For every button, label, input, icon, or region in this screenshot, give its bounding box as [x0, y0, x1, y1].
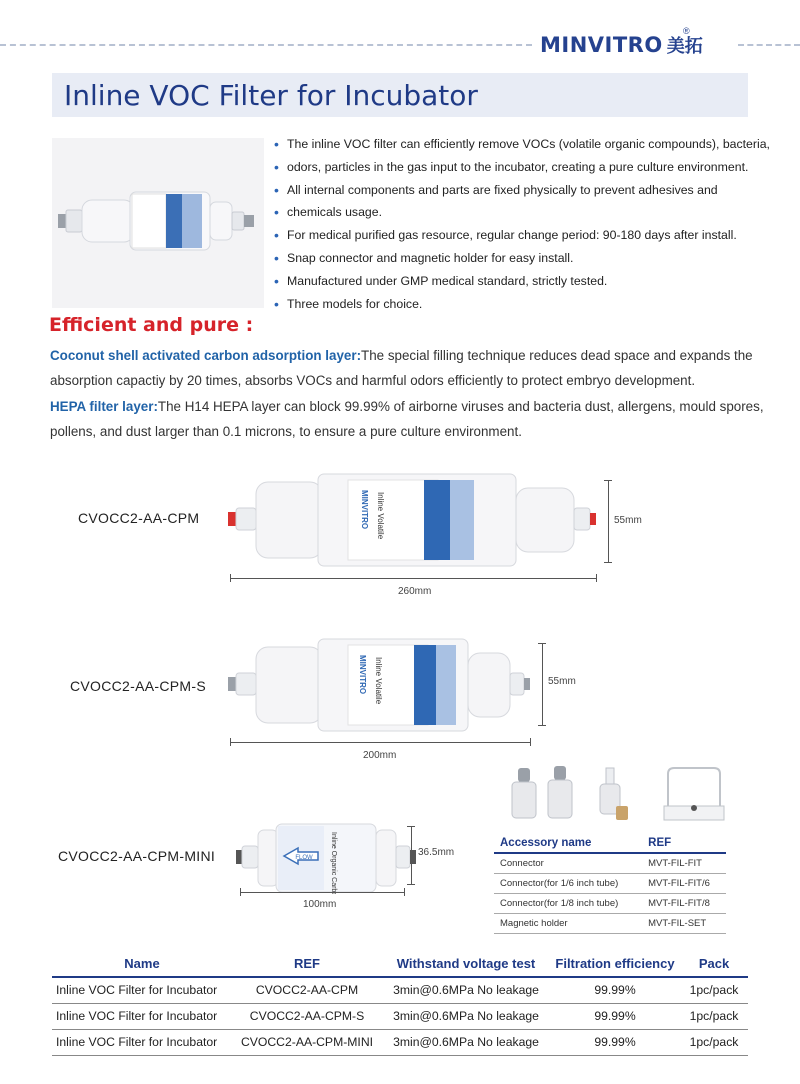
- filter-name-print: Inline Volatile: [376, 492, 385, 540]
- model-label: CVOCC2-AA-CPM-MINI: [58, 848, 216, 864]
- feature-item: • odors, particles in the gas input to the incubator, creating a pure culture environment.: [274, 156, 774, 179]
- filter-drawing-cpm: [228, 470, 608, 570]
- table-row: [52, 1003, 748, 1029]
- dim-line-horizontal: [240, 892, 404, 893]
- table-row: [52, 1029, 748, 1055]
- table-cell: CVOCC2-AA-CPM-S: [232, 1003, 382, 1029]
- table-cell: Inline VOC Filter for Incubator: [52, 1029, 232, 1055]
- model-label: CVOCC2-AA-CPM-S: [70, 678, 206, 694]
- length-label: 200mm: [363, 750, 397, 761]
- table-header-row: [494, 834, 726, 853]
- feature-item: • Snap connector and magnetic holder for easy install.: [274, 247, 774, 270]
- column-header: REF: [642, 834, 726, 853]
- flow-arrow-label: FLOW: [295, 855, 313, 861]
- column-header: Accessory name: [494, 834, 642, 853]
- brand-name: MINVITRO: [540, 33, 663, 57]
- feature-item: • Three models for choice.: [274, 293, 774, 316]
- dim-tick: [538, 725, 546, 726]
- dim-tick: [230, 738, 231, 746]
- table-cell: 1pc/pack: [680, 1029, 748, 1055]
- page-title: Inline VOC Filter for Incubator: [64, 79, 478, 112]
- table-header-row: [52, 954, 748, 977]
- feature-item: • All internal components and parts are fixed physically to prevent adhesives and: [274, 179, 774, 202]
- header-rule-left: [0, 44, 532, 46]
- column-header: Withstand voltage test: [382, 954, 550, 977]
- table-cell: MVT-FIL-SET: [642, 914, 726, 934]
- table-cell: 99.99%: [550, 1029, 680, 1055]
- hero-product-image: [52, 138, 264, 308]
- length-label: 100mm: [303, 899, 337, 910]
- dim-tick: [604, 562, 612, 563]
- brand-name-cn: 美拓: [666, 36, 703, 57]
- dim-tick: [604, 480, 612, 481]
- feature-item: • chemicals usage.: [274, 201, 774, 224]
- dim-line-horizontal: [230, 742, 530, 743]
- table-cell: CVOCC2-AA-CPM: [232, 977, 382, 1003]
- diameter-label: 36.5mm: [418, 847, 455, 858]
- dim-line-vertical: [411, 826, 412, 884]
- dim-tick: [596, 574, 597, 582]
- table-row: [494, 914, 726, 934]
- dim-tick: [407, 884, 415, 885]
- table-row: [494, 874, 726, 894]
- column-header: Name: [52, 954, 232, 977]
- filter-brand-print: MINVITRO: [358, 655, 367, 695]
- table-cell: Magnetic holder: [494, 914, 642, 934]
- dim-line-vertical: [542, 643, 543, 725]
- column-header: REF: [232, 954, 382, 977]
- table-cell: Connector: [494, 853, 642, 874]
- dim-line-vertical: [608, 480, 609, 562]
- filter-brand-print: MINVITRO: [360, 490, 369, 530]
- accessory-images: [496, 762, 736, 830]
- table-cell: 99.99%: [550, 1003, 680, 1029]
- dim-tick: [404, 888, 405, 896]
- registered-mark: ®: [683, 26, 690, 36]
- table-cell: Inline VOC Filter for Incubator: [52, 977, 232, 1003]
- table-cell: MVT-FIL-FIT/8: [642, 894, 726, 914]
- hepa-layer-paragraph: [50, 394, 768, 444]
- table-cell: Connector(for 1/6 inch tube): [494, 874, 642, 894]
- carbon-layer-text: The special filling technique reduces dead space and expands the absorption capactiy by 20 times, absorbs VOCs and harmful odors efficiently to protect embryo development.: [50, 348, 753, 388]
- table-cell: 99.99%: [550, 977, 680, 1003]
- carbon-layer-heading: Coconut shell activated carbon adsorption layer:: [50, 348, 362, 363]
- section-title: Efficient and pure :: [49, 314, 254, 336]
- feature-item: • For medical purified gas resource, regular change period: 90-180 days after install.: [274, 224, 774, 247]
- length-label: 260mm: [398, 586, 432, 597]
- filter-drawing-cpm-mini: [236, 822, 416, 894]
- table-row: [52, 977, 748, 1003]
- table-cell: CVOCC2-AA-CPM-MINI: [232, 1029, 382, 1055]
- dim-tick: [538, 643, 546, 644]
- dim-line-horizontal: [230, 578, 596, 579]
- table-cell: 1pc/pack: [680, 1003, 748, 1029]
- hepa-layer-text: The H14 HEPA layer can block 99.99% of airborne viruses and bacteria dust, allergens, mould spores, pollens, and dust larger than 0.1 microns, to ensure a pure culture environment.: [50, 399, 764, 439]
- product-table: [52, 954, 748, 1056]
- table-cell: 3min@0.6MPa No leakage: [382, 977, 550, 1003]
- filter-name-print: Inline Volatile: [374, 657, 383, 705]
- carbon-layer-paragraph: [50, 343, 768, 393]
- table-cell: 3min@0.6MPa No leakage: [382, 1029, 550, 1055]
- diameter-label: 55mm: [548, 676, 576, 687]
- table-cell: MVT-FIL-FIT: [642, 853, 726, 874]
- hepa-layer-heading: HEPA filter layer:: [50, 399, 158, 414]
- feature-item: • Manufactured under GMP medical standard, strictly tested.: [274, 270, 774, 293]
- table-row: [494, 853, 726, 874]
- table-row: [494, 894, 726, 914]
- table-cell: MVT-FIL-FIT/6: [642, 874, 726, 894]
- header-rule-right: [738, 44, 800, 46]
- brand-logo: [540, 30, 703, 60]
- accessory-table: [494, 834, 726, 934]
- filter-name-print: Inline Organic Carbon: [330, 832, 337, 894]
- feature-list: [274, 133, 774, 315]
- dim-tick: [230, 574, 231, 582]
- dim-tick: [530, 738, 531, 746]
- table-cell: 1pc/pack: [680, 977, 748, 1003]
- filter-drawing-cpm-s: [228, 635, 538, 735]
- table-cell: 3min@0.6MPa No leakage: [382, 1003, 550, 1029]
- table-cell: Inline VOC Filter for Incubator: [52, 1003, 232, 1029]
- dim-tick: [240, 888, 241, 896]
- column-header: Filtration efficiency: [550, 954, 680, 977]
- dim-tick: [407, 826, 415, 827]
- table-cell: Connector(for 1/8 inch tube): [494, 894, 642, 914]
- diameter-label: 55mm: [614, 515, 642, 526]
- column-header: Pack: [680, 954, 748, 977]
- model-label: CVOCC2-AA-CPM: [78, 510, 200, 526]
- feature-item: • The inline VOC filter can efficiently remove VOCs (volatile organic compounds), bacteria,: [274, 133, 774, 156]
